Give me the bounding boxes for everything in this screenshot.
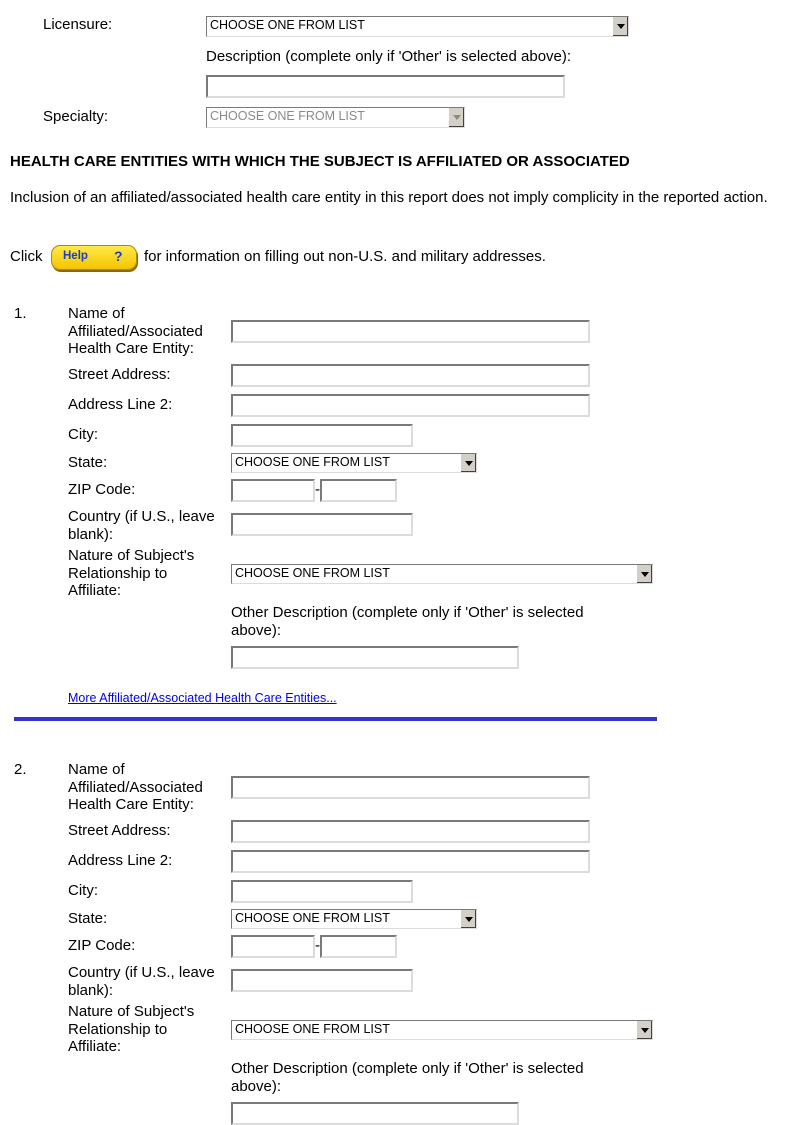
- nature-label: Relationship to: [68, 1020, 168, 1038]
- street-address-label: Street Address:: [68, 366, 171, 383]
- state-label: State:: [68, 910, 108, 927]
- other-description-label: above):: [231, 1077, 282, 1095]
- specialty-label: Specialty:: [43, 108, 109, 125]
- zip-extension-input[interactable]: [320, 935, 397, 958]
- zip-input[interactable]: [231, 935, 315, 958]
- relationship-select[interactable]: [231, 564, 653, 584]
- nature-label: Relationship to: [68, 564, 168, 582]
- entity-name-label: Affiliated/Associated: [68, 322, 203, 340]
- zip-input[interactable]: [231, 479, 315, 502]
- nature-label: Affiliate:: [68, 1038, 122, 1055]
- entity-name-label: Name of: [68, 305, 125, 322]
- entity-name-label: Health Care Entity:: [68, 796, 194, 813]
- entity-number: 1.: [14, 305, 27, 322]
- other-description-label: Other Description (complete only if 'Other' is selected: [231, 1060, 584, 1077]
- city-label: City:: [68, 426, 98, 443]
- street-address-input[interactable]: [231, 820, 590, 843]
- help-button[interactable]: [51, 245, 137, 270]
- relationship-select-value: CHOOSE ONE FROM LIST: [235, 1022, 390, 1036]
- licensure-select[interactable]: [206, 16, 629, 37]
- street-address-input[interactable]: [231, 364, 590, 387]
- state-select[interactable]: [231, 909, 477, 929]
- chevron-down-icon[interactable]: [460, 454, 476, 472]
- licensure-select-value: CHOOSE ONE FROM LIST: [210, 18, 365, 32]
- more-entities-link[interactable]: More Affiliated/Associated Health Care Entities...: [68, 691, 337, 705]
- help-button-label: Help: [63, 250, 88, 262]
- country-label: Country (if U.S., leave: [68, 508, 215, 525]
- address-line-2-input[interactable]: [231, 850, 590, 873]
- state-select-value: CHOOSE ONE FROM LIST: [235, 911, 390, 925]
- zip-extension-input[interactable]: [320, 479, 397, 502]
- relationship-select[interactable]: [231, 1020, 653, 1040]
- nature-label: Nature of Subject's: [68, 547, 195, 564]
- entity-name-input[interactable]: [231, 320, 590, 343]
- licensure-label: Licensure:: [43, 16, 113, 33]
- zip-label: ZIP Code:: [68, 481, 136, 498]
- country-label: Country (if U.S., leave: [68, 964, 215, 981]
- country-label: blank):: [68, 981, 114, 999]
- specialty-select-value: CHOOSE ONE FROM LIST: [210, 109, 365, 123]
- section-divider: [14, 717, 657, 721]
- chevron-down-icon[interactable]: [612, 17, 628, 36]
- other-description-input[interactable]: [231, 1102, 519, 1125]
- description-input[interactable]: [206, 75, 565, 98]
- state-select[interactable]: [231, 453, 477, 473]
- entity-name-label: Name of: [68, 761, 125, 778]
- zip-dash: -: [315, 937, 320, 954]
- entity-name-label: Health Care Entity:: [68, 340, 194, 357]
- country-input[interactable]: [231, 969, 413, 992]
- description-label: Description (complete only if 'Other' is selected above):: [206, 48, 572, 65]
- country-label: blank):: [68, 525, 114, 543]
- click-prefix: Click: [10, 248, 43, 265]
- question-mark-icon: ?: [114, 248, 123, 264]
- other-description-label: above):: [231, 621, 282, 639]
- section-heading: HEALTH CARE ENTITIES WITH WHICH THE SUBJECT IS AFFILIATED OR ASSOCIATED: [10, 153, 630, 170]
- entity-name-label: Affiliated/Associated: [68, 778, 203, 796]
- chevron-down-icon[interactable]: [636, 565, 652, 583]
- address-line-2-input[interactable]: [231, 394, 590, 417]
- entity-name-input[interactable]: [231, 776, 590, 799]
- city-label: City:: [68, 882, 98, 899]
- address-line-2-label: Address Line 2:: [68, 852, 173, 869]
- other-description-input[interactable]: [231, 646, 519, 669]
- relationship-select-value: CHOOSE ONE FROM LIST: [235, 566, 390, 580]
- zip-dash: -: [315, 481, 320, 498]
- specialty-select[interactable]: [206, 107, 465, 128]
- address-line-2-label: Address Line 2:: [68, 396, 173, 413]
- nature-label: Affiliate:: [68, 582, 122, 599]
- entity-number: 2.: [14, 761, 27, 778]
- disclaimer-paragraph: Inclusion of an affiliated/associated health care entity in this report does not imply complicity in the reported action.: [10, 189, 768, 206]
- chevron-down-icon[interactable]: [448, 108, 464, 127]
- chevron-down-icon[interactable]: [460, 910, 476, 928]
- state-select-value: CHOOSE ONE FROM LIST: [235, 455, 390, 469]
- nature-label: Nature of Subject's: [68, 1003, 195, 1020]
- city-input[interactable]: [231, 424, 413, 447]
- chevron-down-icon[interactable]: [636, 1021, 652, 1039]
- other-description-label: Other Description (complete only if 'Other' is selected: [231, 604, 584, 621]
- state-label: State:: [68, 454, 108, 471]
- zip-label: ZIP Code:: [68, 937, 136, 954]
- street-address-label: Street Address:: [68, 822, 171, 839]
- city-input[interactable]: [231, 880, 413, 903]
- country-input[interactable]: [231, 513, 413, 536]
- click-suffix: for information on filling out non-U.S. and military addresses.: [144, 248, 546, 265]
